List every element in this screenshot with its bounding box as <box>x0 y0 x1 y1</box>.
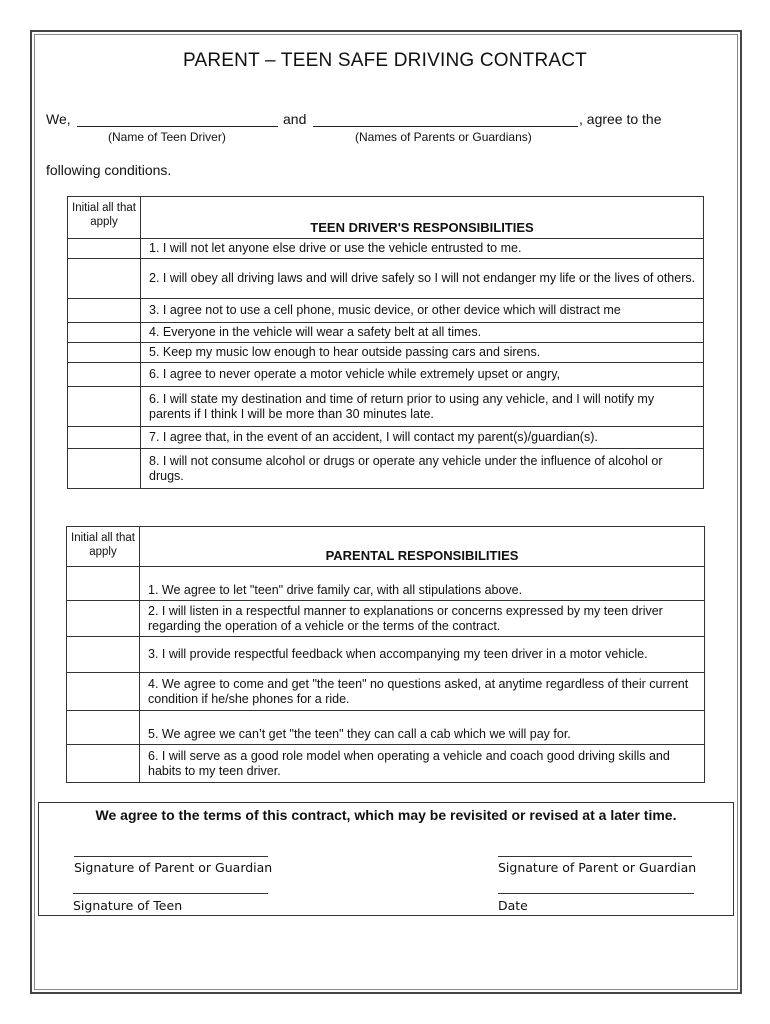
agreement-statement: We agree to the terms of this contract, which may be revisited or revised at a later time. <box>95 807 677 823</box>
parent-item: 2. I will listen in a respectful manner to explanations or concerns expressed by my teen driver regarding the operation of a vehicle or the terms of the contract. <box>140 601 705 637</box>
table-row <box>68 343 704 363</box>
initial-box[interactable] <box>67 745 140 783</box>
parents-name-field[interactable] <box>313 126 578 127</box>
teen-heading: TEEN DRIVER'S RESPONSIBILITIES <box>141 197 704 239</box>
teen-item: 6. I will state my destination and time of return prior to using any vehicle, and I will notify my parents if I think I will be more than 30 minutes late. <box>141 387 704 427</box>
parent-signature-line-2[interactable] <box>498 856 692 857</box>
table-row <box>68 427 704 449</box>
document-title: PARENT – TEEN SAFE DRIVING CONTRACT <box>183 50 587 71</box>
table-row <box>68 323 704 343</box>
teen-item: 1. I will not let anyone else drive or use the vehicle entrusted to me. <box>141 239 704 259</box>
table-row <box>68 299 704 323</box>
parent-item: 4. We agree to come and get "the teen" no questions asked, at anytime regardless of their current condition if he/she phones for a ride. <box>140 673 705 711</box>
initial-box[interactable] <box>68 323 141 343</box>
parent-signature-label-1: Signature of Parent or Guardian <box>74 860 273 875</box>
table-row <box>68 449 704 489</box>
teen-signature-label: Signature of Teen <box>73 898 183 913</box>
parent-heading: PARENTAL RESPONSIBILITIES <box>140 527 705 567</box>
teen-signature-line[interactable] <box>73 893 268 894</box>
initial-box[interactable] <box>67 711 140 745</box>
parent-signature-line-1[interactable] <box>74 856 268 857</box>
initial-box[interactable] <box>68 427 141 449</box>
initial-box[interactable] <box>68 299 141 323</box>
table-row <box>67 637 705 673</box>
teen-item: 8. I will not consume alcohol or drugs or operate any vehicle under the influence of alcohol or drugs. <box>141 449 704 489</box>
initial-box[interactable] <box>68 343 141 363</box>
teen-responsibilities-table <box>67 196 704 489</box>
initial-header: Initial all that apply <box>68 197 141 239</box>
initial-box[interactable] <box>68 259 141 299</box>
initial-box[interactable] <box>67 637 140 673</box>
initial-box[interactable] <box>68 239 141 259</box>
table-row <box>68 259 704 299</box>
table-row <box>67 673 705 711</box>
table-header-row <box>68 197 704 239</box>
initial-box[interactable] <box>68 363 141 387</box>
intro-and: and <box>283 111 307 127</box>
date-line[interactable] <box>498 893 694 894</box>
table-row <box>67 567 705 601</box>
parent-item: 5. We agree we can’t get "the teen" they can call a cab which we will pay for. <box>140 711 705 745</box>
table-row <box>68 239 704 259</box>
intro-we: We, <box>46 111 71 127</box>
table-row <box>68 363 704 387</box>
parents-name-label: (Names of Parents or Guardians) <box>355 130 532 144</box>
intro-following: following conditions. <box>46 162 172 178</box>
table-row <box>68 387 704 427</box>
teen-item: 6. I agree to never operate a motor vehicle while extremely upset or angry, <box>141 363 704 387</box>
initial-box[interactable] <box>67 673 140 711</box>
table-row <box>67 601 705 637</box>
teen-name-label: (Name of Teen Driver) <box>108 130 226 144</box>
teen-item: 2. I will obey all driving laws and will drive safely so I will not endanger my life or the lives of others. <box>141 259 704 299</box>
teen-item: 7. I agree that, in the event of an accident, I will contact my parent(s)/guardian(s). <box>141 427 704 449</box>
initial-box[interactable] <box>68 449 141 489</box>
initial-box[interactable] <box>68 387 141 427</box>
table-row <box>67 711 705 745</box>
intro-agree: , agree to the <box>579 111 662 127</box>
parent-signature-label-2: Signature of Parent or Guardian <box>498 860 697 875</box>
parent-item: 3. I will provide respectful feedback when accompanying my teen driver in a motor vehicle. <box>140 637 705 673</box>
parental-responsibilities-table <box>66 526 705 783</box>
date-label: Date <box>498 898 528 913</box>
table-row <box>67 745 705 783</box>
parent-item: 1. We agree to let "teen" drive family car, with all stipulations above. <box>140 567 705 601</box>
initial-header: Initial all that apply <box>67 527 140 567</box>
teen-item: 5. Keep my music low enough to hear outside passing cars and sirens. <box>141 343 704 363</box>
table-header-row <box>67 527 705 567</box>
initial-box[interactable] <box>67 601 140 637</box>
teen-name-field[interactable] <box>77 126 278 127</box>
teen-item: 3. I agree not to use a cell phone, music device, or other device which will distract me <box>141 299 704 323</box>
initial-box[interactable] <box>67 567 140 601</box>
teen-item: 4. Everyone in the vehicle will wear a safety belt at all times. <box>141 323 704 343</box>
parent-item: 6. I will serve as a good role model when operating a vehicle and coach good driving skills and habits to my teen driver. <box>140 745 705 783</box>
